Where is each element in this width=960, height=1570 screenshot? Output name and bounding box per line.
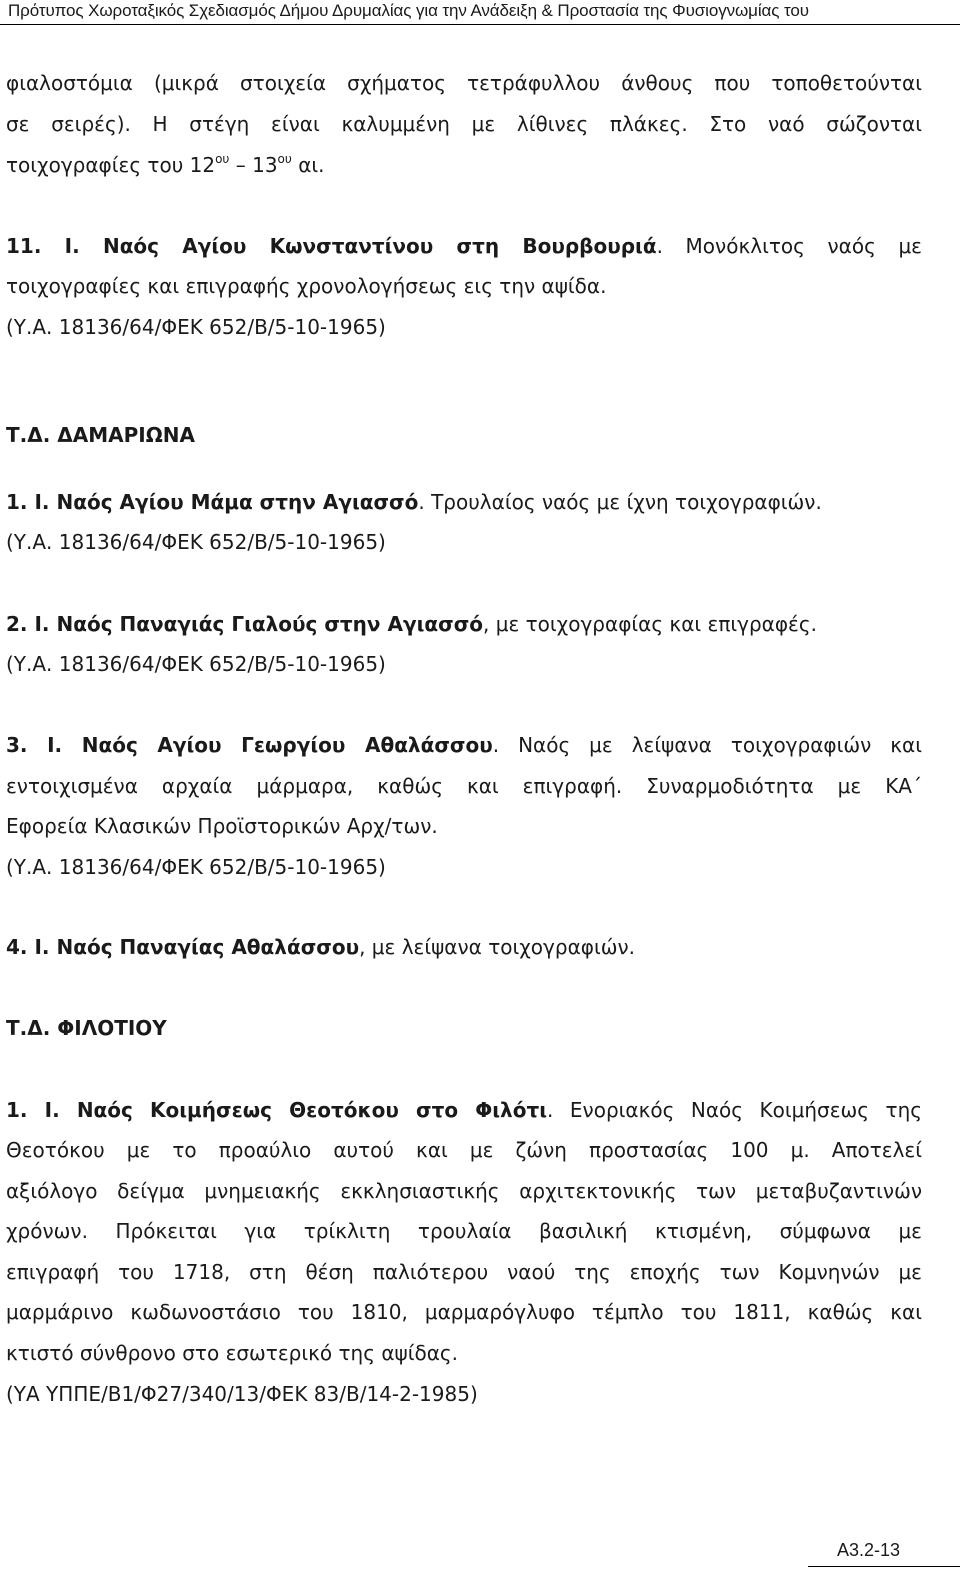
damariona-item-2: 2. Ι. Ναός Παναγιάς Γιαλούς στην Αγιασσό, με τοιχογραφίας και επιγραφές. xyxy=(6,612,817,636)
filotiou-item-1-line-1: 1. Ι. Ναός Κοιμήσεως Θεοτόκου στο Φιλότι. Ενοριακός Ναός Κοιμήσεως της xyxy=(6,1098,922,1122)
damariona-item-3-line-1: 3. Ι. Ναός Αγίου Γεωργίου Αθαλάσσου. Ναός με λείψανα τοιχογραφιών και xyxy=(6,733,922,757)
page-header xyxy=(0,0,960,25)
footer-rule xyxy=(808,1566,960,1567)
damariona-item-4: 4. Ι. Ναός Παναγίας Αθαλάσσου, με λείψανα τοιχογραφιών. xyxy=(6,935,635,959)
filotiou-item-1-line-5: επιγραφή του 1718, στη θέση παλιότερου ναού της εποχής των Κομνηνών με xyxy=(6,1260,922,1284)
damariona-item-3-line-2: εντοιχισμένα αρχαία μάρμαρα, καθώς και επιγραφή. Συναρμοδιότητα με ΚΑ΄ xyxy=(6,774,922,798)
intro-line-1: φιαλοστόμια (μικρά στοιχεία σχήματος τετράφυλλου άνθους που τοποθετούνται xyxy=(6,71,922,95)
section-heading-damariona: Τ.Δ. ΔΑΜΑΡΙΩΝΑ xyxy=(6,423,195,447)
filotiou-item-1-line-4: χρόνων. Πρόκειται για τρίκλιτη τρουλαία βασιλική κτισμένη, σύμφωνα με xyxy=(6,1219,922,1243)
filotiou-item-1-line-2: Θεοτόκου με το προαύλιο αυτού και με ζώνη προστασίας 100 μ. Αποτελεί xyxy=(6,1138,922,1162)
filotiou-item-1-reference: (ΥΑ ΥΠΠΕ/Β1/Φ27/340/13/ΦΕΚ 83/Β/14-2-1985) xyxy=(6,1382,478,1406)
damariona-item-2-reference: (Υ.Α. 18136/64/ΦΕΚ 652/Β/5-10-1965) xyxy=(6,652,386,676)
damariona-item-3-reference: (Υ.Α. 18136/64/ΦΕΚ 652/Β/5-10-1965) xyxy=(6,855,386,879)
damariona-item-1-reference: (Υ.Α. 18136/64/ΦΕΚ 652/Β/5-10-1965) xyxy=(6,530,386,554)
damariona-item-3-line-3: Εφορεία Κλασικών Προϊστορικών Αρχ/των. xyxy=(6,814,438,838)
filotiou-item-1-line-7: κτιστό σύνθρονο στο εσωτερικό της αψίδας. xyxy=(6,1341,458,1365)
filotiou-item-1-line-3: αξιόλογο δείγμα μνημειακής εκκλησιαστικής αρχιτεκτονικής των μεταβυζαντινών xyxy=(6,1179,922,1203)
item-11-title: 11. Ι. Ναός Αγίου Κωνσταντίνου στη Βουρβουριά xyxy=(6,234,657,258)
item-11-line-1: 11. Ι. Ναός Αγίου Κωνσταντίνου στη Βουρβουριά. Μονόκλιτος ναός με xyxy=(6,234,922,258)
item-11-reference: (Υ.Α. 18136/64/ΦΕΚ 652/Β/5-10-1965) xyxy=(6,315,386,339)
damariona-item-1: 1. Ι. Ναός Αγίου Μάμα στην Αγιασσό. Τρουλαίος ναός με ίχνη τοιχογραφιών. xyxy=(6,490,822,514)
page-number: Α3.2-13 xyxy=(836,1540,900,1560)
filotiou-item-1-line-6: μαρμάρινο κωδωνοστάσιο του 1810, μαρμαρόγλυφο τέμπλο του 1811, καθώς και xyxy=(6,1300,922,1324)
intro-line-2: σε σειρές). Η στέγη είναι καλυμμένη με λίθινες πλάκες. Στο ναό σώζονται xyxy=(6,112,922,136)
header-title: Πρότυπος Χωροταξικός Σχεδιασμός Δήμου Δρυμαλίας για την Ανάδειξη & Προστασία της Φυσιογνωμίας του xyxy=(8,1,809,20)
intro-line-3: τοιχογραφίες του $12^{o\upsilon} - 13^{o\upsilon}$ αι. xyxy=(6,152,325,177)
section-heading-filotiou: Τ.Δ. ΦΙΛΟΤΙΟΥ xyxy=(6,1016,167,1040)
item-11-line-2: τοιχογραφίες και επιγραφής χρονολογήσεως εις την αψίδα. xyxy=(6,274,607,298)
